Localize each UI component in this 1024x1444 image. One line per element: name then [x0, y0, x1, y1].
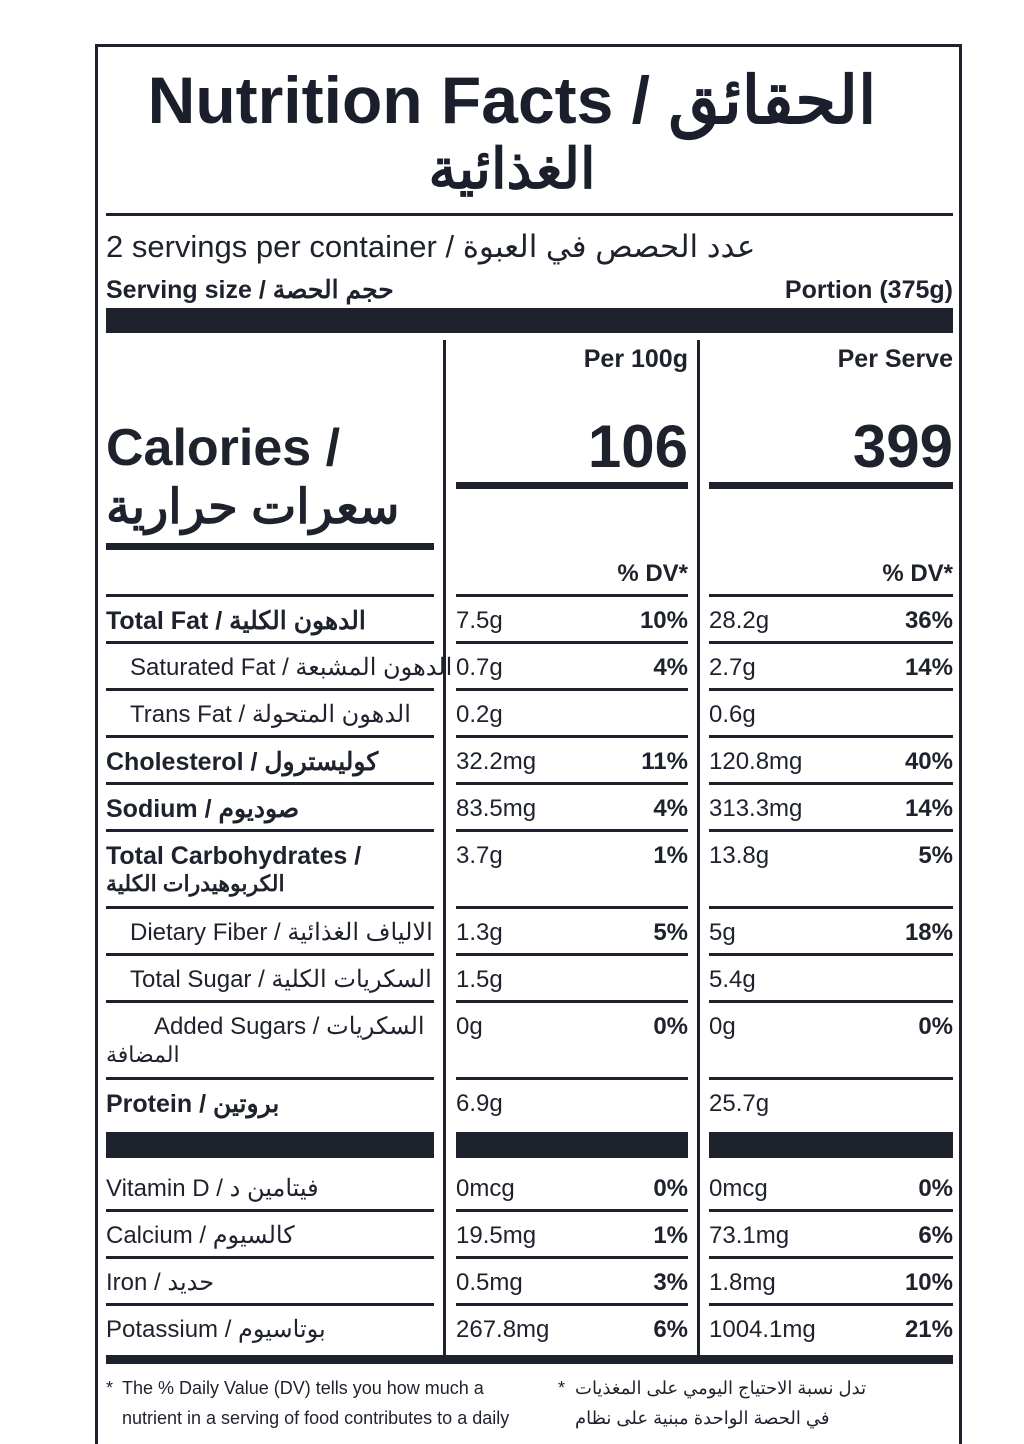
- row-divider: [456, 906, 688, 909]
- value-perserve: 1.8mg: [709, 1269, 776, 1296]
- dv-perserve: 5%: [918, 842, 953, 869]
- thick-divider: [106, 308, 953, 333]
- footnote-en-line1: The % Daily Value (DV) tells you how much a: [122, 1378, 484, 1398]
- calories-per100g: 106: [587, 413, 688, 480]
- row-divider: [709, 1000, 953, 1003]
- dv-perserve: 14%: [904, 654, 953, 681]
- title-arabic-part1: الحقائق: [668, 63, 877, 137]
- dv-per100g: 4%: [653, 654, 688, 681]
- divider: [106, 213, 953, 216]
- footnote-star: *: [558, 1378, 566, 1398]
- row-divider: [709, 641, 953, 644]
- dv-per100g: 6%: [653, 1316, 688, 1343]
- row-divider: [709, 1256, 953, 1259]
- row-divider: [456, 688, 688, 691]
- row-divider: [709, 1303, 953, 1306]
- col-per100g-header: Per 100g: [583, 345, 688, 373]
- value-per100g: 7.5g: [456, 607, 503, 634]
- value-perserve: 313.3mg: [709, 795, 803, 822]
- value-perserve: 2.7g: [709, 654, 756, 681]
- value-per100g: 83.5mg: [456, 795, 537, 822]
- nutrient-label: Dietary Fiber / الالياف الغذائية: [130, 919, 433, 946]
- title-arabic-part2: الغذائية: [428, 137, 596, 200]
- row-divider: [456, 641, 688, 644]
- row-divider: [709, 906, 953, 909]
- row-divider: [456, 594, 688, 597]
- nutrient-label: Added Sugars / السكريات: [154, 1013, 425, 1040]
- row-divider: [709, 594, 953, 597]
- nutrient-label: Sodium / صوديوم: [106, 795, 300, 823]
- dv-perserve: 10%: [904, 1269, 953, 1296]
- row-divider: [456, 829, 688, 832]
- dv-per100g: 1%: [653, 1222, 688, 1249]
- dv-perserve: 6%: [918, 1222, 953, 1249]
- value-per100g: 0.2g: [456, 701, 503, 728]
- column-divider: [443, 340, 446, 1356]
- value-per100g: 0mcg: [456, 1175, 515, 1202]
- value-per100g: 0.7g: [456, 654, 503, 681]
- value-perserve: 28.2g: [709, 607, 770, 634]
- value-per100g: 0.5mg: [456, 1269, 523, 1296]
- dv-perserve: 21%: [904, 1316, 953, 1343]
- row-divider: [106, 735, 434, 738]
- calories-label-en: Calories /: [106, 419, 341, 477]
- value-per100g: 6.9g: [456, 1090, 503, 1117]
- row-divider: [106, 641, 434, 644]
- calories-perserve: 399: [852, 413, 953, 480]
- row-divider: [456, 1303, 688, 1306]
- dv-per100g: 4%: [653, 795, 688, 822]
- bottom-thick-divider: [106, 1355, 953, 1364]
- nutrient-label-continued: الكربوهيدرات الكلية: [106, 871, 285, 896]
- row-divider: [456, 1077, 688, 1080]
- nutrient-label-continued: المضافة: [106, 1042, 180, 1067]
- vitamin-label: Calcium / كالسيوم: [106, 1222, 295, 1249]
- nutrient-label: Saturated Fat / الدهون المشبعة: [130, 654, 453, 681]
- dv-per100g: 10%: [639, 607, 688, 634]
- row-divider: [106, 906, 434, 909]
- footnote-ar-line2: في الحصة الواحدة مبنية على نظام: [575, 1408, 830, 1428]
- value-perserve: 1004.1mg: [709, 1316, 816, 1343]
- col-perserve-header: Per Serve: [837, 345, 953, 373]
- servings-per-container: 2 servings per container / عدد الحصص في العبوة: [106, 229, 756, 264]
- value-perserve: 13.8g: [709, 842, 770, 869]
- row-divider: [106, 1256, 434, 1259]
- row-divider: [456, 735, 688, 738]
- row-divider: [106, 688, 434, 691]
- dv-perserve: 36%: [904, 607, 953, 634]
- footnote-ar-line1: تدل نسبة الاحتياج اليومي على المغذيات: [575, 1378, 867, 1398]
- row-divider: [106, 594, 434, 597]
- row-divider: [456, 1256, 688, 1259]
- dv-perserve: 0%: [918, 1013, 953, 1040]
- thick-divider: [709, 1132, 953, 1158]
- row-divider: [106, 1077, 434, 1080]
- value-perserve: 0mcg: [709, 1175, 768, 1202]
- row-divider: [106, 1000, 434, 1003]
- thick-divider: [456, 1132, 688, 1158]
- row-divider: [106, 1209, 434, 1212]
- dv-per100g: 1%: [653, 842, 688, 869]
- value-perserve: 73.1mg: [709, 1222, 790, 1249]
- value-perserve: 120.8mg: [709, 748, 803, 775]
- column-divider: [697, 340, 700, 1356]
- dv-perserve: 40%: [904, 748, 953, 775]
- dv-perserve: 14%: [904, 795, 953, 822]
- vitamin-label: Vitamin D / فيتامين د: [106, 1175, 319, 1202]
- calories-underline: [456, 482, 688, 489]
- nutrient-label: Total Fat / الدهون الكلية: [106, 607, 366, 635]
- value-per100g: 1.5g: [456, 966, 503, 993]
- value-perserve: 5g: [709, 919, 736, 946]
- row-divider: [709, 829, 953, 832]
- value-per100g: 0g: [456, 1013, 483, 1040]
- value-perserve: 0g: [709, 1013, 736, 1040]
- nutrient-label: Trans Fat / الدهون المتحولة: [130, 701, 411, 728]
- row-divider: [106, 829, 434, 832]
- row-divider: [456, 953, 688, 956]
- value-per100g: 267.8mg: [456, 1316, 550, 1343]
- title-english: Nutrition Facts /: [147, 63, 651, 137]
- row-divider: [709, 782, 953, 785]
- label-title: [0, 62, 1024, 138]
- row-divider: [709, 953, 953, 956]
- value-per100g: 32.2mg: [456, 748, 537, 775]
- row-divider: [709, 1209, 953, 1212]
- row-divider: [456, 1209, 688, 1212]
- dv-per100g: 0%: [653, 1013, 688, 1040]
- row-divider: [456, 1000, 688, 1003]
- value-per100g: 19.5mg: [456, 1222, 537, 1249]
- dv-perserve: 0%: [918, 1175, 953, 1202]
- thick-divider: [106, 1132, 434, 1158]
- dv-per100g: 0%: [653, 1175, 688, 1202]
- nutrient-label: Protein / بروتين: [106, 1090, 280, 1118]
- dv-per100g: 11%: [641, 748, 688, 775]
- dv-per100g: 3%: [653, 1269, 688, 1296]
- row-divider: [709, 1077, 953, 1080]
- calories-underline: [106, 543, 434, 550]
- col-dv-header: % DV*: [617, 560, 688, 587]
- value-perserve: 25.7g: [709, 1090, 770, 1117]
- row-divider: [709, 688, 953, 691]
- value-per100g: 3.7g: [456, 842, 503, 869]
- nutrient-label: Total Carbohydrates /: [106, 842, 362, 870]
- nutrient-label: Total Sugar / السكريات الكلية: [130, 966, 432, 993]
- vitamin-label: Potassium / بوتاسيوم: [106, 1316, 326, 1343]
- row-divider: [709, 735, 953, 738]
- value-perserve: 5.4g: [709, 966, 756, 993]
- footnote-star: *: [106, 1378, 114, 1398]
- serving-size-label: Serving size / حجم الحصة: [106, 276, 394, 304]
- footnote-en-line2: nutrient in a serving of food contributes to a daily: [122, 1408, 510, 1428]
- value-per100g: 1.3g: [456, 919, 503, 946]
- dv-per100g: 5%: [653, 919, 688, 946]
- row-divider: [106, 953, 434, 956]
- nutrient-label: Cholesterol / كوليسترول: [106, 748, 379, 776]
- calories-label-ar: سعرات حرارية: [106, 481, 400, 534]
- col-dv-header: % DV*: [882, 560, 953, 587]
- calories-underline: [709, 482, 953, 489]
- dv-perserve: 18%: [904, 919, 953, 946]
- row-divider: [456, 782, 688, 785]
- row-divider: [106, 1303, 434, 1306]
- value-perserve: 0.6g: [709, 701, 756, 728]
- vitamin-label: Iron / حديد: [106, 1269, 215, 1296]
- row-divider: [106, 782, 434, 785]
- serving-size-value: Portion (375g): [784, 276, 953, 304]
